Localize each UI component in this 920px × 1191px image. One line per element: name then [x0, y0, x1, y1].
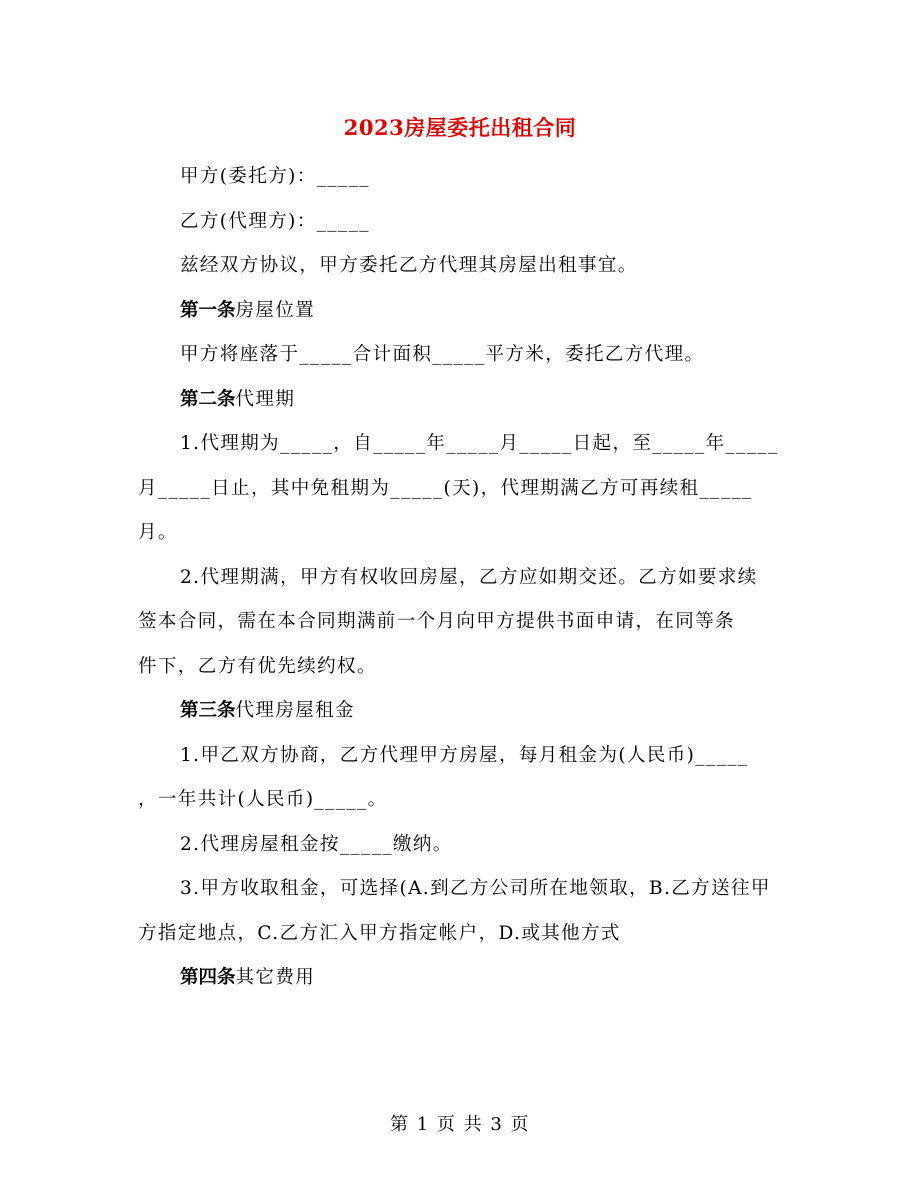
article-3-p1-line2: ，一年共计(人民币)_____。 [138, 789, 388, 810]
article-3-heading: 第三条 [180, 700, 236, 721]
article-1-heading: 第一条 [180, 299, 236, 321]
article-2-p1-line1: 1.代理期为_____，自_____年_____月_____日起，至_____年_____ [180, 433, 779, 454]
article-4-heading: 第四条 [180, 967, 236, 988]
article-2-heading: 第二条 [180, 388, 236, 410]
article-3-p1-line1: 1.甲乙双方协商，乙方代理甲方房屋，每月租金为(人民币)_____ [180, 744, 749, 766]
document-body [138, 155, 788, 1001]
article-1-header [138, 289, 788, 334]
article-1-title: 房屋位置 [235, 299, 316, 321]
article-4-header [138, 956, 788, 1001]
party-a-line: 甲方(委托方)：_____ [180, 166, 370, 187]
article-3-title: 代理房屋租金 [235, 700, 355, 721]
article-2-p2-line3: 件下，乙方有优先续约权。 [138, 655, 377, 677]
page-footer: 第 1 页 共 3 页 [389, 1114, 530, 1135]
article-3-p3-line2: 方指定地点，C.乙方汇入甲方指定帐户，D.或其他方式 [138, 922, 621, 944]
article-2-header [138, 378, 788, 423]
party-b-line: 乙方(代理方)：_____ [180, 210, 370, 232]
article-3-p2: 2.代理房屋租金按_____缴纳。 [180, 833, 453, 855]
article-2-p2-line2: 签本合同，需在本合同期满前一个月向甲方提供书面申请，在同等条 [138, 611, 736, 632]
article-3-p3-line1: 3.甲方收取租金，可选择(A.到乙方公司所在地领取，B.乙方送往甲 [180, 878, 771, 899]
article-2-p2-line1: 2.代理期满，甲方有权收回房屋，乙方应如期交还。乙方如要求续 [180, 566, 758, 588]
article-2-p1-line3: 月。 [138, 522, 178, 543]
document-title: 2023房屋委托出租合同 [343, 115, 577, 140]
intro-paragraph: 兹经双方协议，甲方委托乙方代理其房屋出租事宜。 [180, 255, 638, 276]
article-3-header [138, 689, 788, 734]
article-2-title: 代理期 [235, 388, 296, 410]
article-4-title: 其它费用 [235, 967, 316, 988]
article-2-p1-line2: 月_____日止，其中免租期为_____(天)，代理期满乙方可再续租_____ [138, 477, 753, 499]
article-1-text: 甲方将座落于_____合计面积_____平方米，委托乙方代理。 [180, 344, 705, 365]
